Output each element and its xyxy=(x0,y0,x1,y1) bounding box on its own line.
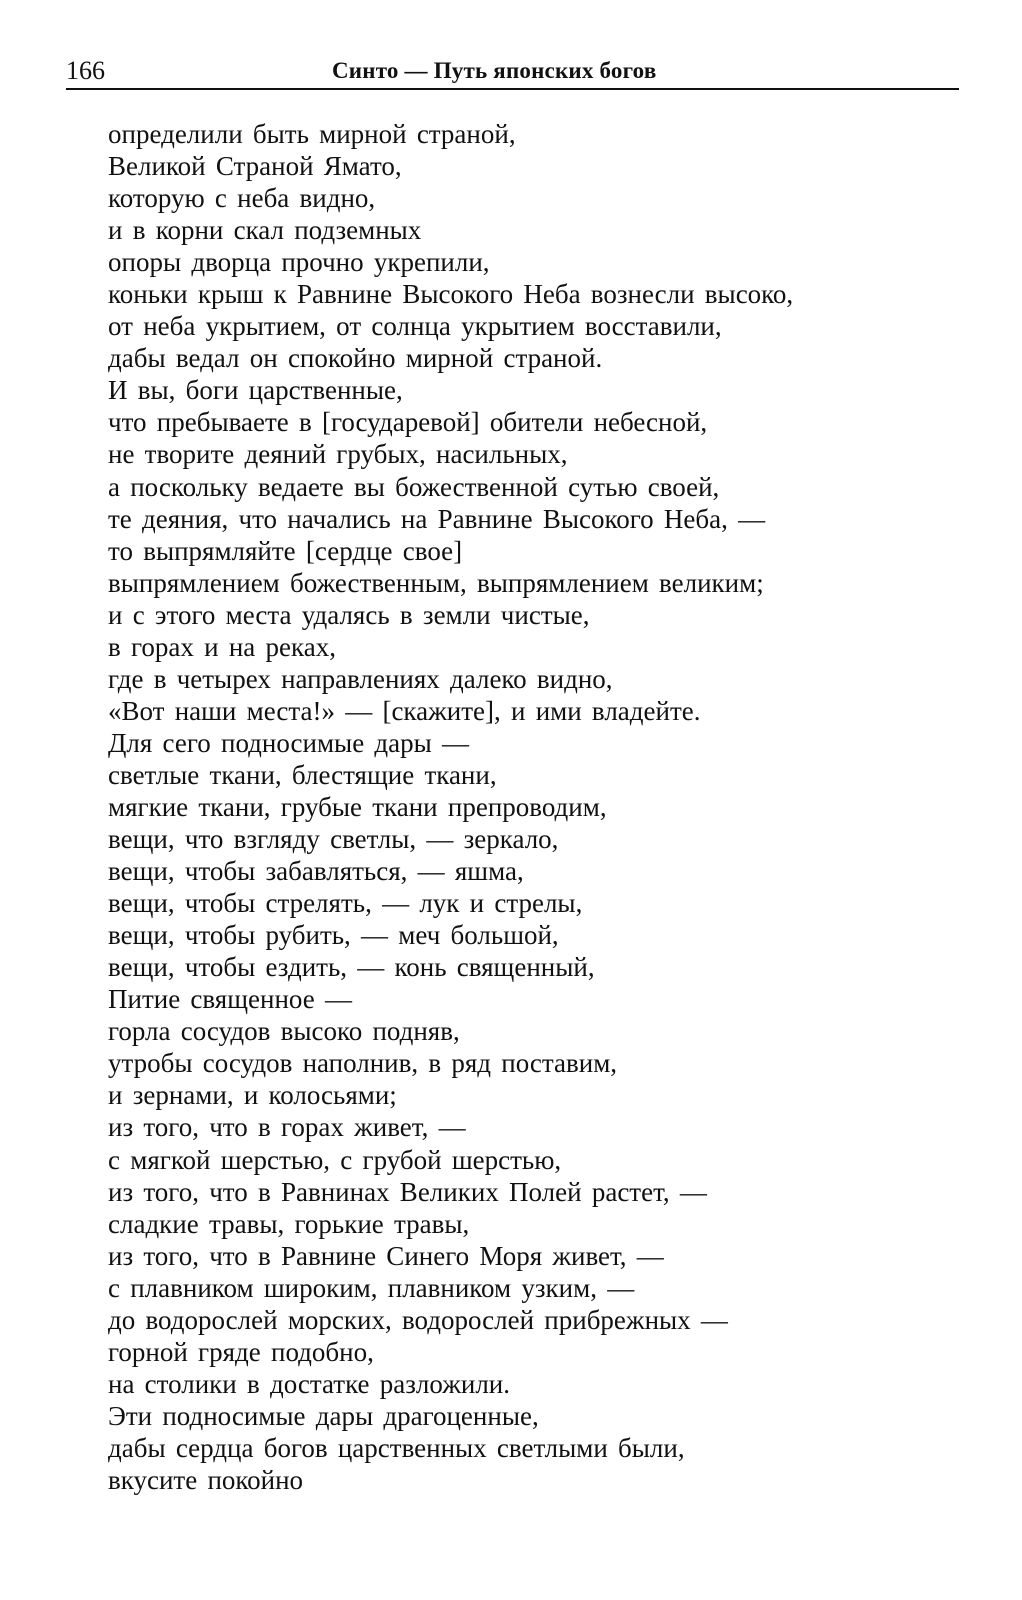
verse-line: и с этого места удалясь в земли чистые, xyxy=(108,599,590,630)
verse-line: Питие священное — xyxy=(108,984,352,1015)
verse-line: утробы сосудов наполнив, в ряд поставим, xyxy=(108,1048,618,1079)
verse-line: от неба укрытием, от солнца укрытием восставили, xyxy=(108,311,722,342)
verse-line: из того, что в Равнинах Великих Полей растет, — xyxy=(108,1176,707,1207)
verse-line: до водорослей морских, водорослей прибрежных — xyxy=(108,1304,728,1335)
verse-text xyxy=(108,118,958,1496)
verse-line: светлые ткани, блестящие ткани, xyxy=(108,759,497,790)
verse-line: а поскольку ведаете вы божественной сутью своей, xyxy=(108,471,720,502)
page-number: 166 xyxy=(66,56,105,85)
verse-line: вещи, чтобы рубить, — меч большой, xyxy=(108,920,559,951)
verse-line: мягкие ткани, грубые ткани препроводим, xyxy=(108,791,607,822)
verse-line: из того, что в горах живет, — xyxy=(108,1112,466,1143)
verse-line: вещи, чтобы стрелять, — лук и стрелы, xyxy=(108,888,583,919)
verse-line: те деяния, что начались на Равнине Высокого Неба, — xyxy=(108,503,766,534)
verse-line: дабы сердца богов царственных светлыми были, xyxy=(108,1432,685,1463)
verse-line: И вы, боги царственные, xyxy=(108,375,403,406)
verse-line: вкусите покойно xyxy=(108,1464,304,1495)
running-head xyxy=(66,54,959,90)
verse-line: вещи, чтобы ездить, — конь священный, xyxy=(108,952,595,983)
verse-line: и в корни скал подземных xyxy=(108,215,422,246)
verse-line: из того, что в Равнине Синего Моря живет, — xyxy=(108,1240,664,1271)
verse-line: Для сего подносимые дары — xyxy=(108,727,470,758)
verse-line: то выпрямляйте [сердце свое] xyxy=(108,535,463,566)
running-title: Синто — Путь японских богов xyxy=(332,58,657,83)
verse-line: не творите деяний грубых, насильных, xyxy=(108,439,568,470)
verse-line: и зернами, и колосьями; xyxy=(108,1080,397,1111)
verse-line: с мягкой шерстью, с грубой шерстью, xyxy=(108,1144,562,1175)
verse-line: вещи, чтобы забавляться, — яшма, xyxy=(108,856,524,887)
verse-line: определили быть мирной страной, xyxy=(108,119,516,149)
verse-line: которую с неба видно, xyxy=(108,183,376,214)
verse-line: в горах и на реках, xyxy=(108,631,336,662)
verse-line: сладкие травы, горькие травы, xyxy=(108,1208,470,1239)
verse-line: горной гряде подобно, xyxy=(108,1336,374,1367)
verse-line: Великой Страной Ямато, xyxy=(108,151,402,182)
verse-line: «Вот наши места!» — [скажите], и ими владейте. xyxy=(108,695,701,726)
header-rule xyxy=(66,88,959,90)
verse-line: коньки крыш к Равнине Высокого Неба вознесли высоко, xyxy=(108,279,794,310)
verse-line: Эти подносимые дары драгоценные, xyxy=(108,1400,539,1431)
verse-line: горла сосудов высоко подняв, xyxy=(108,1016,460,1047)
verse-line: вещи, что взгляду светлы, — зеркало, xyxy=(108,824,559,855)
verse-line: дабы ведал он спокойно мирной страной. xyxy=(108,343,603,374)
verse-line: с плавником широким, плавником узким, — xyxy=(108,1272,635,1303)
verse-line: где в четырех направлениях далеко видно, xyxy=(108,663,613,694)
verse-line: выпрямлением божественным, выпрямлением великим; xyxy=(108,567,764,598)
verse-line: на столики в достатке разложили. xyxy=(108,1368,511,1399)
verse-line: что пребываете в [государевой] обители небесной, xyxy=(108,407,708,438)
verse-line: опоры дворца прочно укрепили, xyxy=(108,247,490,278)
